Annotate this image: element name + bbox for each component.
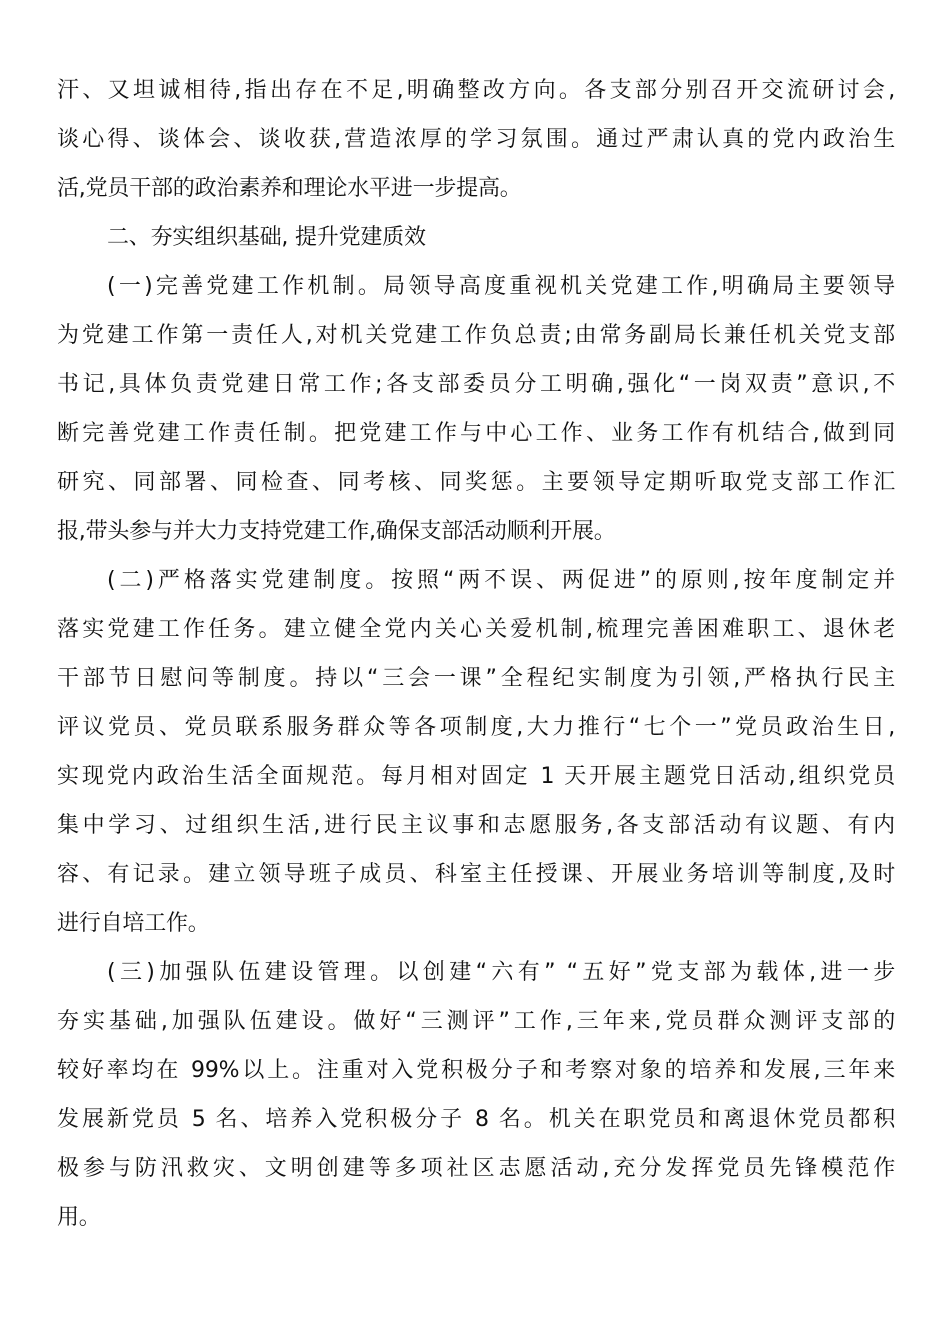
text-line: 落实党建工作任务。建立健全党内关心关爱机制,梳理完善困难职工、退休老 <box>57 617 895 642</box>
text-line: 夯实基础,加强队伍建设。做好“三测评”工作,三年来,党员群众测评支部的 <box>57 1009 895 1034</box>
text-line: 研究、同部署、同检查、同考核、同奖惩。主要领导定期听取党支部工作汇 <box>57 470 895 495</box>
text-line: 为党建工作第一责任人,对机关党建工作负总责;由常务副局长兼任机关党支部 <box>57 323 895 348</box>
text-line: 汗、又坦诚相待,指出存在不足,明确整改方向。各支部分别召开交流研讨会, <box>57 78 895 103</box>
text-line: 书记,具体负责党建日常工作;各支部委员分工明确,强化“一岗双责”意识,不 <box>57 372 895 397</box>
text-line: 集中学习、过组织生活,进行民主议事和志愿服务,各支部活动有议题、有内 <box>57 813 895 838</box>
text-line: 进行自培工作。 <box>57 911 210 936</box>
text-line: 极参与防汛救灾、文明创建等多项社区志愿活动,充分发挥党员先锋模范作 <box>57 1156 895 1181</box>
section-heading-text: 二、夯实组织基础, 提升党建质效 <box>107 225 426 250</box>
paragraph-team-building <box>57 948 895 1242</box>
text-line: 评议党员、党员联系服务群众等各项制度,大力推行“七个一”党员政治生日, <box>57 715 895 740</box>
text-line: 容、有记录。建立领导班子成员、科室主任授课、开展业务培训等制度,及时 <box>57 862 895 887</box>
text-line: 干部节日慰问等制度。持以“三会一课”全程纪实制度为引领,严格执行民主 <box>57 666 895 691</box>
text-line: (一)完善党建工作机制。局领导高度重视机关党建工作,明确局主要领导 <box>107 274 895 299</box>
section-heading <box>57 213 895 262</box>
paragraph-implement-system <box>57 556 895 948</box>
paragraph-improve-mechanism <box>57 262 895 556</box>
text-line: 活,党员干部的政治素养和理论水平进一步提高。 <box>57 176 522 201</box>
text-line: 实现党内政治生活全面规范。每月相对固定 1 天开展主题党日活动,组织党员 <box>57 764 895 789</box>
text-line: 用。 <box>57 1205 101 1230</box>
paragraph-intro-continuation <box>57 66 895 213</box>
text-line: 断完善党建工作责任制。把党建工作与中心工作、业务工作有机结合,做到同 <box>57 421 895 446</box>
text-line: 发展新党员 5 名、培养入党积极分子 8 名。机关在职党员和离退休党员都积 <box>57 1107 895 1132</box>
text-line: (二)严格落实党建制度。按照“两不误、两促进”的原则,按年度制定并 <box>107 568 895 593</box>
document-body <box>57 66 895 1242</box>
text-line: 谈心得、谈体会、谈收获,营造浓厚的学习氛围。通过严肃认真的党内政治生 <box>57 127 895 152</box>
text-line: 报,带头参与并大力支持党建工作,确保支部活动顺利开展。 <box>57 519 616 544</box>
text-line: (三)加强队伍建设管理。以创建“六有” “五好”党支部为载体,进一步 <box>107 960 895 985</box>
text-line: 较好率均在 99%以上。注重对入党积极分子和考察对象的培养和发展,三年来 <box>57 1058 895 1083</box>
